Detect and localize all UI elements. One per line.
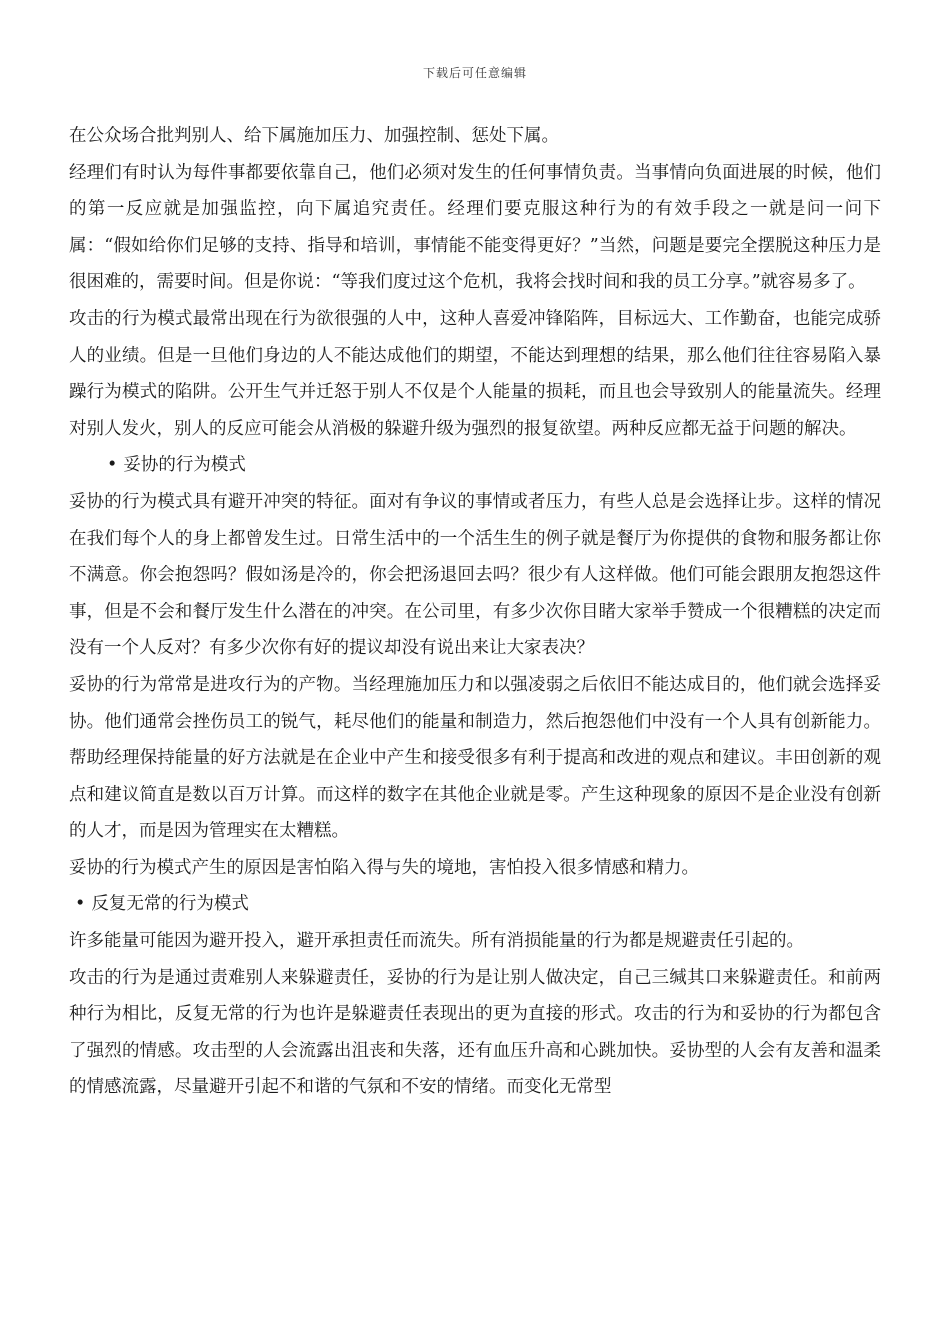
paragraph: 妥协的行为模式产生的原因是害怕陷入得与失的境地，害怕投入很多情感和精力。 [69, 857, 699, 878]
paragraph: 攻击的行为模式最常出现在行为欲很强的人中，这种人喜爱冲锋陷阵，目标远大、工作勤奋，也能完成骄人的业绩。但是一旦他们身边的人不能达成他们的期望，不能达到理想的结果，那么他们往往容易陷入暴躁行为模式的陷阱。公开生气并迁怒于别人不仅是个人能量的损耗，而且也会导致别人的能量流失。经理对别人发火，别人的反应可能会从消极的躲避升级为强烈的报复欲望。两种反应都无益于问题的解决。 [69, 308, 881, 439]
bullet-icon: • [75, 894, 86, 915]
bullet-icon: • [107, 455, 118, 476]
paragraph: 经理们有时认为每件事都要依靠自己，他们必须对发生的任何事情负责。当事情向负面进展的时候，他们的第一反应就是加强监控，向下属追究责任。经理们要克服这种行为的有效手段之一就是问一问下属：“假如给你们足够的支持、指导和培训，事情能不能变得更好？”当然，问题是要完全摆脱这种压力是很困难的，需要时间。但是你说：“等我们度过这个危机，我将会找时间和我的员工分享。”就容易多了。 [69, 162, 881, 293]
section-heading-text: 妥协的行为模式 [123, 455, 246, 476]
paragraph: 妥协的行为常常是进攻行为的产物。当经理施加压力和以强凌弱之后依旧不能达成目的，他们就会选择妥协。他们通常会挫伤员工的锐气，耗尽他们的能量和制造力，然后抱怨他们中没有一个人具有创新能力。帮助经理保持能量的好方法就是在企业中产生和接受很多有利于提高和改进的观点和建议。丰田创新的观点和建议简直是数以百万计算。而这样的数字在其他企业就是零。产生这种现象的原因不是企业没有创新的人才，而是因为管理实在太糟糕。 [69, 674, 881, 842]
paragraph: 妥协的行为模式具有避开冲突的特征。面对有争议的事情或者压力，有些人总是会选择让步。这样的情况在我们每个人的身上都曾发生过。日常生活中的一个活生生的例子就是餐厅为你提供的食物和服务都让你不满意。你会抱怨吗？假如汤是冷的，你会把汤退回去吗？很少有人这样做。他们可能会跟朋友抱怨这件事，但是不会和餐厅发生什么潜在的冲突。在公司里，有多少次你目睹大家举手赞成一个很糟糕的决定而没有一个人反对？有多少次你有好的提议却没有说出来让大家表决？ [69, 491, 881, 659]
page-header-note: 下载后可任意编辑 [422, 66, 527, 80]
paragraph: 在公众场合批判别人、给下属施加压力、加强控制、惩处下属。 [69, 126, 559, 146]
section-heading-compromise [69, 447, 881, 484]
paragraph: 许多能量可能因为避开投入，避开承担责任而流失。所有消损能量的行为都是规避责任引起的。 [69, 931, 804, 952]
section-heading-text: 反复无常的行为模式 [91, 894, 249, 915]
document-body [69, 118, 881, 1106]
section-heading-erratic [69, 886, 881, 923]
paragraph: 攻击的行为是通过责难别人来躲避责任，妥协的行为是让别人做决定，自己三缄其口来躲避责任。和前两种行为相比，反复无常的行为也许是躲避责任表现出的更为直接的形式。攻击的行为和妥协的行为都包含了强烈的情感。攻击型的人会流露出沮丧和失落，还有血压升高和心跳加快。妥协型的人会有友善和温柔的情感流露，尽量避开引起不和谐的气氛和不安的情绪。而变化无常型 [69, 967, 881, 1098]
